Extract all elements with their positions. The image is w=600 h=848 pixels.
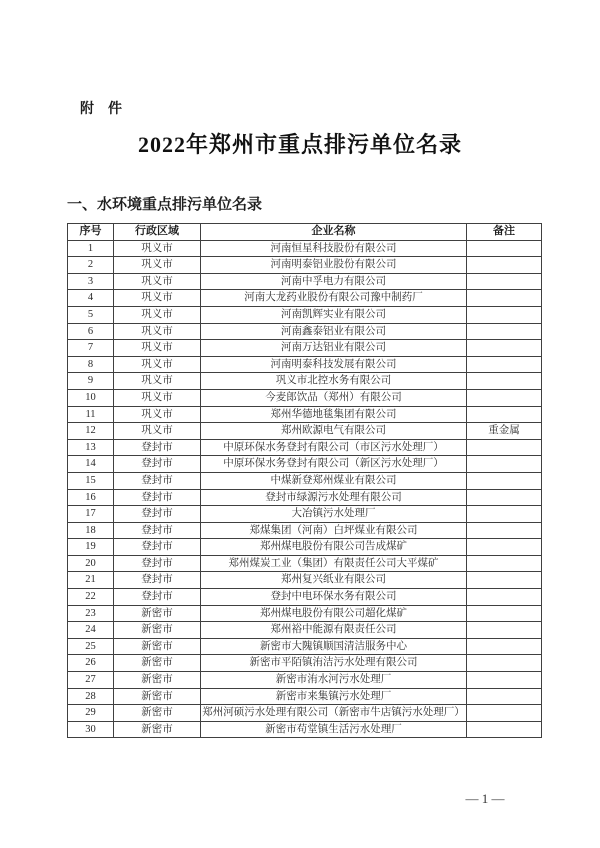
serial-number-cell: 26 [68,655,114,672]
table-row [68,622,542,639]
remark-cell [467,555,542,572]
region-cell: 巩义市 [114,306,201,323]
region-cell: 登封市 [114,472,201,489]
region-cell: 登封市 [114,506,201,523]
region-cell: 登封市 [114,589,201,606]
serial-number-cell: 3 [68,273,114,290]
serial-number-cell: 29 [68,705,114,722]
table-row [68,572,542,589]
table-row [68,373,542,390]
region-cell: 新密市 [114,721,201,738]
enterprise-name-cell: 登封中电环保水务有限公司 [201,589,467,606]
serial-number-cell: 5 [68,306,114,323]
remark-cell [467,356,542,373]
serial-number-cell: 1 [68,240,114,257]
remark-cell [467,705,542,722]
serial-number-cell: 2 [68,257,114,274]
serial-number-cell: 13 [68,439,114,456]
enterprise-name-cell: 中原环保水务登封有限公司（新区污水处理厂） [201,456,467,473]
remark-cell [467,406,542,423]
remark-cell [467,605,542,622]
remark-cell [467,257,542,274]
table-header-row [68,224,542,241]
enterprise-name-cell: 郑州煤电股份有限公司超化煤矿 [201,605,467,622]
region-cell: 登封市 [114,572,201,589]
remark-cell [467,506,542,523]
serial-number-cell: 17 [68,506,114,523]
region-cell: 新密市 [114,605,201,622]
enterprise-name-cell: 郑州河硕污水处理有限公司（新密市牛店镇污水处理厂） [201,705,467,722]
region-cell: 登封市 [114,439,201,456]
enterprise-name-cell: 河南明泰铝业股份有限公司 [201,257,467,274]
enterprise-name-cell: 新密市来集镇污水处理厂 [201,688,467,705]
table-row [68,638,542,655]
region-cell: 巩义市 [114,373,201,390]
remark-cell [467,572,542,589]
serial-number-cell: 15 [68,472,114,489]
serial-number-cell: 25 [68,638,114,655]
table-row [68,705,542,722]
header-serial-number: 序号 [68,224,114,241]
serial-number-cell: 8 [68,356,114,373]
header-administrative-region: 行政区域 [114,224,201,241]
units-table [67,223,542,738]
remark-cell [467,638,542,655]
region-cell: 巩义市 [114,356,201,373]
remark-cell [467,522,542,539]
table-row [68,439,542,456]
serial-number-cell: 9 [68,373,114,390]
table-row [68,423,542,440]
table-row [68,539,542,556]
table-row [68,389,542,406]
region-cell: 登封市 [114,489,201,506]
table-row [68,605,542,622]
table-head [68,224,542,241]
remark-cell [467,290,542,307]
table-row [68,688,542,705]
region-cell: 巩义市 [114,340,201,357]
header-remarks: 备注 [467,224,542,241]
serial-number-cell: 7 [68,340,114,357]
remark-cell: 重金属 [467,423,542,440]
table-row [68,273,542,290]
region-cell: 新密市 [114,688,201,705]
table-row [68,721,542,738]
region-cell: 巩义市 [114,323,201,340]
serial-number-cell: 27 [68,672,114,689]
enterprise-name-cell: 河南恒星科技股份有限公司 [201,240,467,257]
table-row [68,356,542,373]
serial-number-cell: 11 [68,406,114,423]
serial-number-cell: 22 [68,589,114,606]
region-cell: 新密市 [114,672,201,689]
table-row [68,340,542,357]
remark-cell [467,323,542,340]
table-row [68,589,542,606]
enterprise-name-cell: 中原环保水务登封有限公司（市区污水处理厂） [201,439,467,456]
serial-number-cell: 23 [68,605,114,622]
remark-cell [467,688,542,705]
serial-number-cell: 4 [68,290,114,307]
enterprise-name-cell: 河南万达铝业有限公司 [201,340,467,357]
region-cell: 巩义市 [114,389,201,406]
page-number: — 1 — [465,791,505,806]
remark-cell [467,721,542,738]
region-cell: 登封市 [114,522,201,539]
enterprise-name-cell: 河南中孚电力有限公司 [201,273,467,290]
serial-number-cell: 30 [68,721,114,738]
remark-cell [467,240,542,257]
region-cell: 登封市 [114,555,201,572]
remark-cell [467,672,542,689]
table-row [68,406,542,423]
table-row [68,522,542,539]
table-body [68,240,542,738]
serial-number-cell: 18 [68,522,114,539]
enterprise-name-cell: 郑州欧源电气有限公司 [201,423,467,440]
table-row [68,472,542,489]
enterprise-name-cell: 新密市大隗镇顺国清洁服务中心 [201,638,467,655]
remark-cell [467,389,542,406]
region-cell: 登封市 [114,456,201,473]
region-cell: 新密市 [114,638,201,655]
remark-cell [467,539,542,556]
remark-cell [467,456,542,473]
document-title: 2022年郑州市重点排污单位名录 [137,132,462,157]
enterprise-name-cell: 河南凯辉实业有限公司 [201,306,467,323]
remark-cell [467,472,542,489]
table-row [68,655,542,672]
remark-cell [467,306,542,323]
table-row [68,555,542,572]
serial-number-cell: 28 [68,688,114,705]
remark-cell [467,489,542,506]
serial-number-cell: 19 [68,539,114,556]
table-row [68,672,542,689]
table-row [68,257,542,274]
enterprise-name-cell: 郑州裕中能源有限责任公司 [201,622,467,639]
region-cell: 巩义市 [114,423,201,440]
region-cell: 巩义市 [114,240,201,257]
enterprise-name-cell: 郑煤集团（河南）白坪煤业有限公司 [201,522,467,539]
table-row [68,506,542,523]
enterprise-name-cell: 今麦郎饮品（郑州）有限公司 [201,389,467,406]
table-row [68,456,542,473]
enterprise-name-cell: 郑州煤炭工业（集团）有限责任公司大平煤矿 [201,555,467,572]
enterprise-name-cell: 河南鑫泰铝业有限公司 [201,323,467,340]
region-cell: 新密市 [114,655,201,672]
region-cell: 巩义市 [114,290,201,307]
remark-cell [467,373,542,390]
table-row [68,240,542,257]
enterprise-name-cell: 巩义市北控水务有限公司 [201,373,467,390]
section-heading: 一、水环境重点排污单位名录 [67,196,263,213]
enterprise-name-cell: 河南明泰科技发展有限公司 [201,356,467,373]
remark-cell [467,589,542,606]
enterprise-name-cell: 新密市洧水河污水处理厂 [201,672,467,689]
remark-cell [467,439,542,456]
serial-number-cell: 14 [68,456,114,473]
enterprise-name-cell: 新密市平陌镇洧洁污水处理有限公司 [201,655,467,672]
region-cell: 巩义市 [114,406,201,423]
attachment-label: 附 件 [80,100,122,116]
remark-cell [467,340,542,357]
header-enterprise-name: 企业名称 [201,224,467,241]
enterprise-name-cell: 登封市绿源污水处理有限公司 [201,489,467,506]
table-row [68,290,542,307]
serial-number-cell: 6 [68,323,114,340]
enterprise-name-cell: 河南大龙药业股份有限公司豫中制药厂 [201,290,467,307]
serial-number-cell: 21 [68,572,114,589]
enterprise-name-cell: 郑州煤电股份有限公司告成煤矿 [201,539,467,556]
enterprise-name-cell: 大冶镇污水处理厂 [201,506,467,523]
region-cell: 登封市 [114,539,201,556]
enterprise-name-cell: 郑州华德地毯集团有限公司 [201,406,467,423]
serial-number-cell: 20 [68,555,114,572]
enterprise-name-cell: 新密市苟堂镇生活污水处理厂 [201,721,467,738]
serial-number-cell: 24 [68,622,114,639]
enterprise-name-cell: 郑州复兴纸业有限公司 [201,572,467,589]
remark-cell [467,273,542,290]
region-cell: 新密市 [114,705,201,722]
serial-number-cell: 10 [68,389,114,406]
remark-cell [467,622,542,639]
serial-number-cell: 12 [68,423,114,440]
remark-cell [467,655,542,672]
serial-number-cell: 16 [68,489,114,506]
table-row [68,306,542,323]
region-cell: 新密市 [114,622,201,639]
table-row [68,323,542,340]
region-cell: 巩义市 [114,273,201,290]
enterprise-name-cell: 中煤新登郑州煤业有限公司 [201,472,467,489]
table-row [68,489,542,506]
region-cell: 巩义市 [114,257,201,274]
